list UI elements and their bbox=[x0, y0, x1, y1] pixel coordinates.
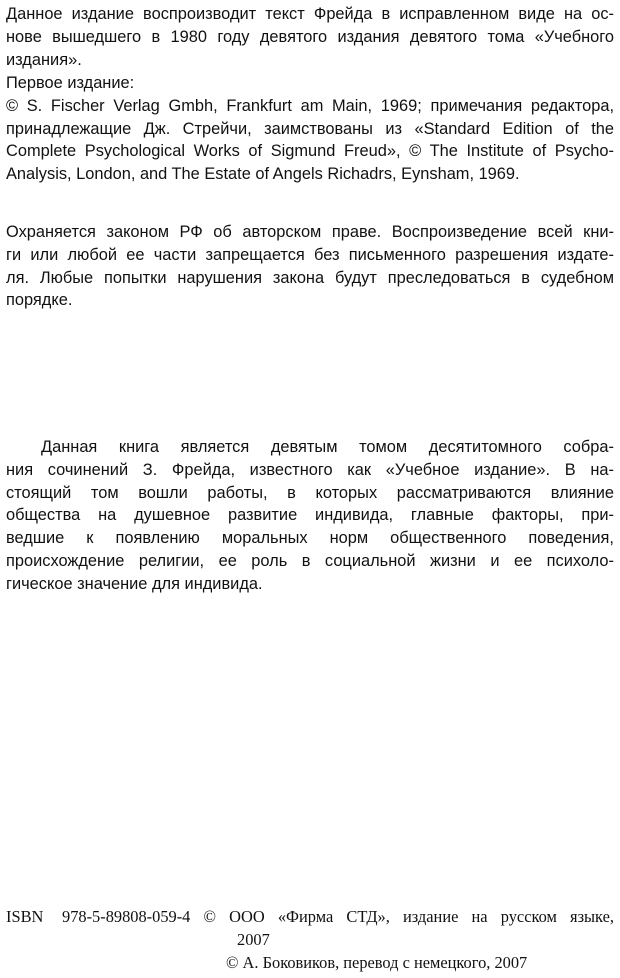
isbn-label: ISBN bbox=[6, 907, 44, 926]
text-line: общества на душевное развитие индивида, главные факторы, при- bbox=[6, 506, 614, 525]
annotation-paragraph bbox=[6, 436, 614, 596]
isbn-text: 978-5-89808-059-4 © ООО «Фирма СТД», издание на русском языке, bbox=[62, 907, 614, 926]
translation-copyright: © А. Боковиков, перевод с немецкого, 2007 bbox=[226, 952, 528, 972]
text-line: порядке. bbox=[6, 291, 73, 310]
text-line: происхождение религии, ее роль в социальной жизни и ее психоло- bbox=[6, 551, 614, 570]
text-line: издания». bbox=[6, 50, 82, 69]
rights-notice-paragraph bbox=[6, 221, 614, 312]
source-note-paragraph bbox=[6, 3, 614, 71]
text-line: ния сочинений З. Фрейда, известного как «Учебное издание». В на- bbox=[6, 460, 614, 479]
isbn-row bbox=[6, 906, 614, 929]
text-line: Охраняется законом РФ об авторском праве. Воспроизведение всей кни- bbox=[6, 223, 614, 241]
first-edition-paragraph bbox=[6, 72, 614, 186]
text-line: гическое значение для индивида. bbox=[6, 574, 263, 593]
text-line: нове вышедшего в 1980 году девятого издания девятого тома «Учебного bbox=[6, 27, 614, 46]
text-line: ги или любой ее части запрещается без письменного разрешения издате- bbox=[6, 245, 614, 264]
text-line: Complete Psychological Works of Sigmund Freud», © The Institute of Psycho- bbox=[6, 142, 614, 161]
text-line: принадлежащие Дж. Стрейчи, заимствованы из «Standard Edition of the bbox=[6, 119, 614, 138]
text-line: ведшие к появлению моральных норм общественного поведения, bbox=[6, 529, 614, 548]
text-line: Данная книга является девятым томом десятитомного собра- bbox=[41, 438, 614, 456]
text-line: Analysis, London, and The Estate of Angels Richadrs, Eynsham, 1969. bbox=[6, 165, 520, 184]
text-line: © S. Fischer Verlag Gmbh, Frankfurt am Main, 1969; примечания редактора, bbox=[6, 96, 614, 115]
imprint-block bbox=[6, 906, 614, 974]
text-line: ля. Любые попытки нарушения закона будут преследоваться в судебном bbox=[6, 268, 614, 287]
text-line: стоящий том вошли работы, в которых рассматриваются влияние bbox=[6, 483, 614, 502]
imprint-year: 2007 bbox=[237, 929, 270, 949]
text-line: Данное издание воспроизводит текст Фрейда в исправленном виде на ос- bbox=[6, 5, 614, 23]
first-edition-heading: Первое издание: bbox=[6, 74, 135, 92]
